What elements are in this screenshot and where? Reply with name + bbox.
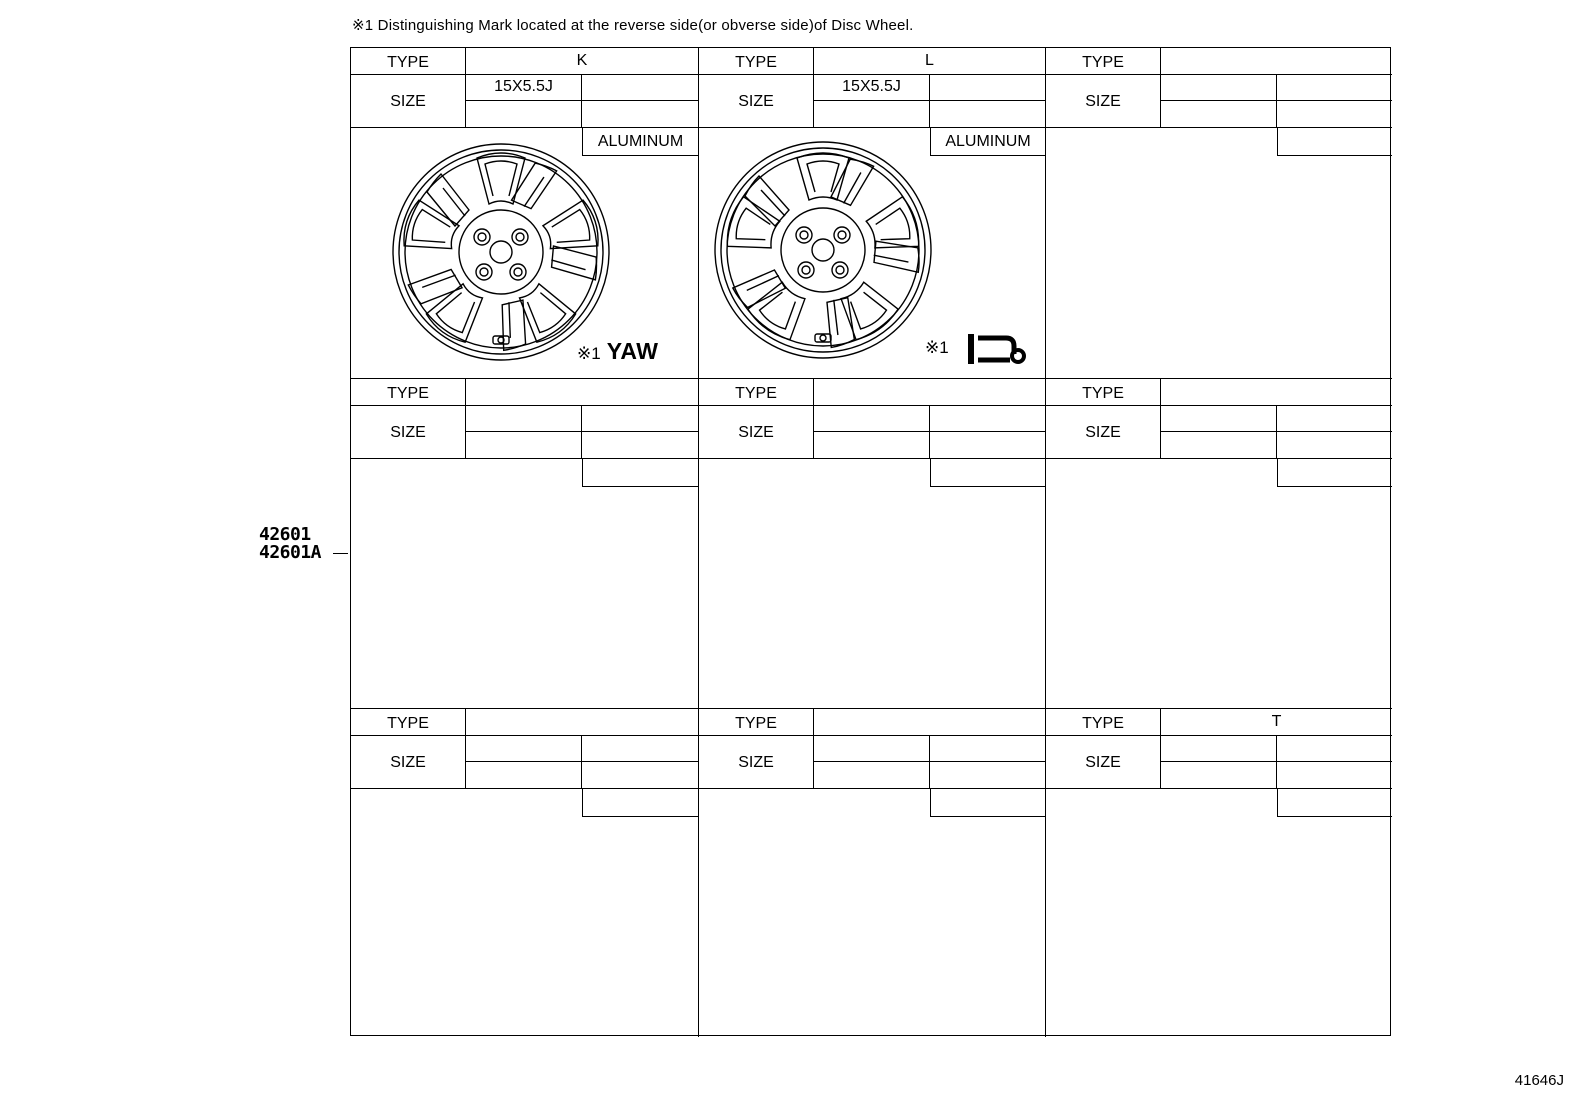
size-label: SIZE [351,406,466,459]
size-label: SIZE [699,406,814,459]
type-value [1161,48,1392,74]
wheel-cell-l [698,48,1045,378]
wheel-cell-t [1045,708,1392,1037]
cell-header [699,709,1045,789]
size-value: 15X5.5J [466,75,582,101]
type-label: TYPE [351,48,466,74]
type-value [814,709,1045,735]
size-value [814,736,930,762]
leader-line [333,553,348,554]
type-value [1161,379,1392,405]
material-label [930,789,1045,817]
type-label: TYPE [1046,709,1161,735]
size-value [1161,406,1277,432]
wheel-illustration [389,140,613,364]
bar-loop-mark-icon [966,332,1028,366]
material-label [1277,459,1392,487]
wheel-type-grid [350,47,1391,1036]
cell-header [1046,709,1392,789]
size-label: SIZE [351,75,466,128]
cell-header [351,709,698,789]
size-label: SIZE [1046,736,1161,789]
type-value [466,709,698,735]
part-number: 42601 [259,524,311,545]
cell-header [1046,379,1392,459]
type-value [466,379,698,405]
cell-header [699,48,1045,128]
size-label: SIZE [1046,75,1161,128]
diagram-code: 41646J [1514,1072,1564,1089]
size-value: 15X5.5J [814,75,930,101]
size-label: SIZE [1046,406,1161,459]
part-number: 42601A [259,542,322,563]
type-value: T [1271,713,1282,730]
mark-footnote-symbol: ※1 [577,344,601,363]
distinguishing-mark [577,338,658,365]
material-label [1277,789,1392,817]
distinguishing-mark-note: ※1 Distinguishing Mark located at the reverse side(or obverse side)of Disc Wheel. [352,17,914,34]
wheel-cell-empty [351,378,698,708]
type-label: TYPE [699,379,814,405]
mark-text: YAW [606,338,659,364]
size-label: SIZE [699,75,814,128]
wheel-cell-empty [351,708,698,1037]
size-value [814,406,930,432]
size-value [466,736,582,762]
type-label: TYPE [699,48,814,74]
mark-footnote-symbol: ※1 [925,338,949,357]
wheel-cell-empty [1045,48,1392,378]
material-label [582,789,698,817]
material-label [582,459,698,487]
wheel-illustration [711,138,935,362]
wheel-cell-k [351,48,698,378]
part-number-callout [259,526,321,562]
type-value [814,379,1045,405]
cell-header [699,379,1045,459]
wheel-cell-empty [698,378,1045,708]
type-value: K [576,52,588,69]
type-label: TYPE [351,379,466,405]
size-value [1161,736,1277,762]
wheel-cell-empty [698,708,1045,1037]
type-value: L [925,52,934,69]
material-label [930,459,1045,487]
wheel-cell-empty [1045,378,1392,708]
size-value [466,406,582,432]
size-label: SIZE [699,736,814,789]
material-label: ALUMINUM [930,128,1045,156]
size-label: SIZE [351,736,466,789]
cell-header [1046,48,1392,128]
material-label: ALUMINUM [582,128,698,156]
type-label: TYPE [351,709,466,735]
type-label: TYPE [1046,48,1161,74]
cell-header [351,379,698,459]
size-value [1161,75,1277,101]
distinguishing-mark [925,338,949,358]
material-label [1277,128,1392,156]
cell-header [351,48,698,128]
type-label: TYPE [1046,379,1161,405]
type-label: TYPE [699,709,814,735]
